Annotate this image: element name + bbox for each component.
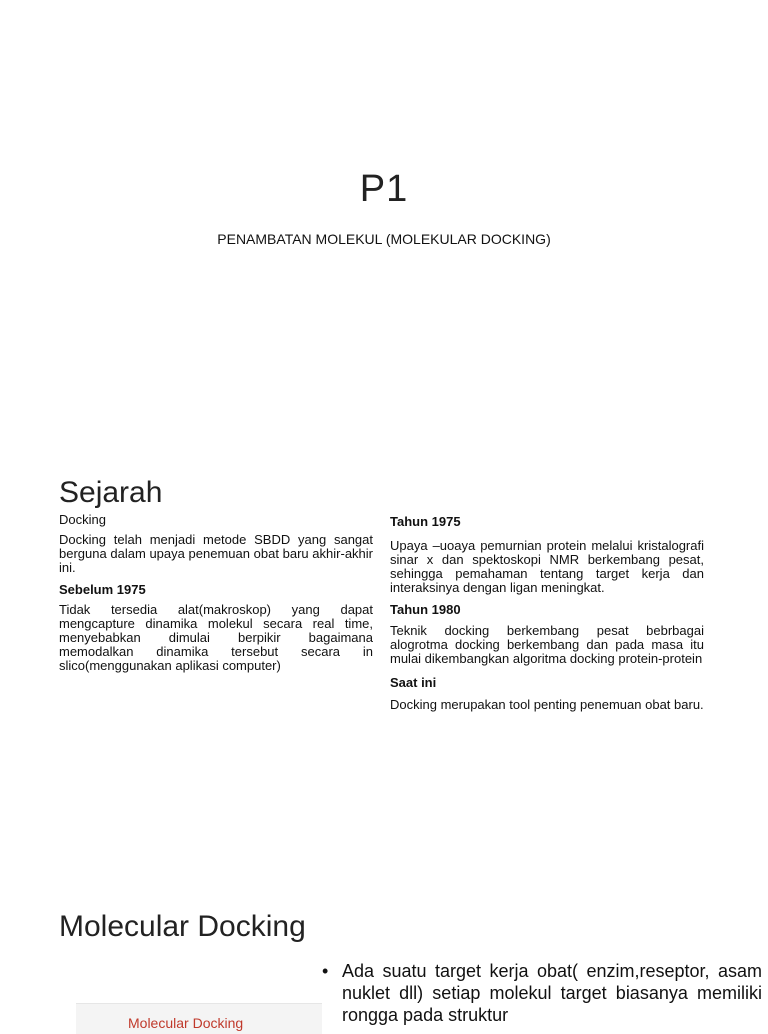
sebelum-1975-heading: Sebelum 1975 — [59, 582, 146, 597]
saat-ini-text: Docking merupakan tool penting penemuan obat baru. — [390, 697, 704, 712]
docking-intro: Docking telah menjadi metode SBDD yang sangat berguna dalam upaya penemuan obat baru akhir-akhir ini. — [59, 532, 373, 575]
section-heading-molecular-docking: Molecular Docking — [59, 910, 306, 943]
saat-ini-heading: Saat ini — [390, 675, 437, 690]
sejarah-left-column — [59, 513, 373, 681]
tahun-1980-heading: Tahun 1980 — [390, 602, 461, 617]
slide-subtitle: PENAMBATAN MOLEKUL (MOLEKULAR DOCKING) — [217, 231, 551, 247]
sejarah-right-column — [390, 515, 704, 720]
docking-label: Docking — [59, 512, 106, 527]
section-heading-sejarah: Sejarah — [59, 476, 163, 509]
thumbnail-label: Molecular Docking — [128, 1015, 244, 1031]
sebelum-1975-text: Tidak tersedia alat(makroskop) yang dapat mengcapture dinamika molekul secara real time, menyebabkan dimulai berpikir bagaimana memodalkan dinamika tersebut secara in slico(menggunakan aplikasi computer) — [59, 602, 373, 673]
tahun-1975-text: Upaya –uoaya pemurnian protein melalui kristalografi sinar x dan spektoskopi NMR berkembang pesat, sehingga pemahaman tentang target kerja dan interaksinya dengan ligan meningkat. — [390, 538, 704, 595]
bullet-marker: • — [322, 961, 329, 981]
bullet-item — [322, 960, 762, 1026]
slide-title: P1 — [359, 168, 409, 210]
bullet-text: Ada suatu target kerja obat( enzim,reseptor, asam nuklet dll) setiap molekul target biasanya memiliki rongga pada struktur — [342, 961, 762, 1025]
tahun-1975-heading: Tahun 1975 — [390, 514, 461, 529]
tahun-1980-text: Teknik docking berkembang pesat bebrbagai alogrotma docking berkembang dan pada masa itu mulai dikembangkan algoritma docking protein-protein — [390, 623, 704, 666]
